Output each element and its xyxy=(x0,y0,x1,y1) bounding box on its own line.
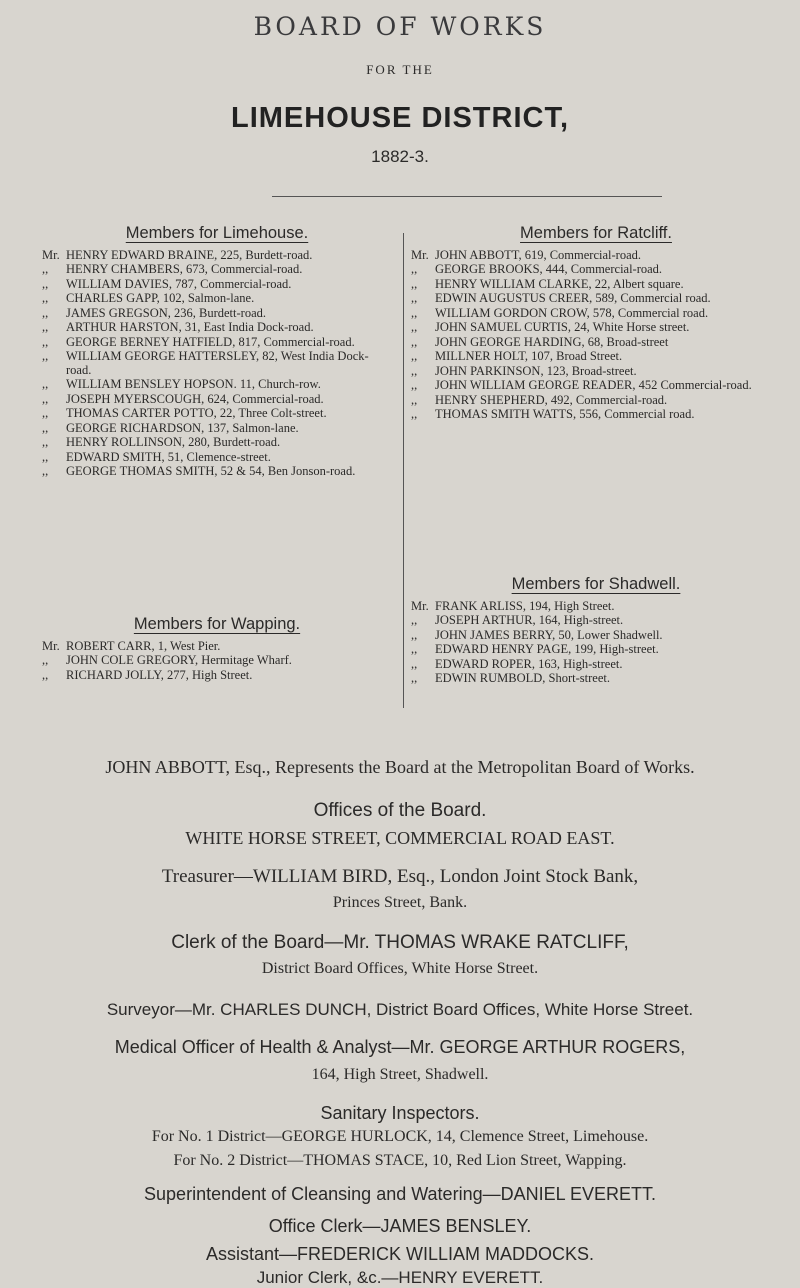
wapping-title: Members for Wapping. xyxy=(133,615,301,633)
member-name-address: JOSEPH ARTHUR, 164, High-street. xyxy=(435,613,624,627)
member-name-address: MILLNER HOLT, 107, Broad Street. xyxy=(435,349,623,363)
sanitary-line-1: For No. 1 District—GEORGE HURLOCK, 14, Clemence Street, Limehouse. xyxy=(151,1128,649,1145)
member-entry xyxy=(411,408,781,422)
treasurer-line: Treasurer—WILLIAM BIRD, Esq., London Joint Stock Bank, xyxy=(161,866,639,887)
member-name-address: THOMAS SMITH WATTS, 556, Commercial road. xyxy=(435,407,695,421)
member-entry xyxy=(42,278,392,292)
member-prefix: ,, xyxy=(411,613,418,627)
medical-line: Medical Officer of Health & Analyst—Mr. GEORGE ARTHUR ROGERS, xyxy=(114,1037,686,1057)
member-entry xyxy=(411,278,781,292)
board-heading: BOARD OF WORKS xyxy=(253,12,547,41)
member-entry xyxy=(411,321,781,335)
member-name-address: EDWARD ROPER, 163, High-street. xyxy=(435,656,623,671)
ratcliff-section xyxy=(411,224,781,423)
member-prefix: Mr. xyxy=(411,598,429,613)
member-name-address: CHARLES GAPP, 102, Salmon-lane. xyxy=(66,291,255,305)
member-prefix: ,, xyxy=(411,305,418,320)
junior-clerk-line: Junior Clerk, &c.—HENRY EVERETT. xyxy=(256,1268,544,1287)
member-name-address: WILLIAM DAVIES, 787, Commercial-road. xyxy=(66,276,292,291)
member-entry xyxy=(411,292,781,306)
member-entry xyxy=(411,672,781,686)
member-name-address: JOHN COLE GREGORY, Hermitage Wharf. xyxy=(66,653,292,667)
member-prefix: ,, xyxy=(411,671,418,685)
medical-address: 164, High Street, Shadwell. xyxy=(311,1066,489,1083)
wapping-section xyxy=(42,615,392,683)
member-name-address: JOHN ABBOTT, 619, Commercial-road. xyxy=(435,247,641,262)
member-entry xyxy=(411,263,781,277)
treasurer-address: Princes Street, Bank. xyxy=(332,894,468,911)
shadwell-section xyxy=(411,575,781,687)
sanitary-line-2: For No. 2 District—THOMAS STACE, 10, Red Lion Street, Wapping. xyxy=(173,1152,627,1169)
member-prefix: ,, xyxy=(42,349,49,363)
shadwell-title: Members for Shadwell. xyxy=(511,575,681,593)
member-name-address: EDWIN RUMBOLD, Short-street. xyxy=(435,671,610,685)
member-prefix: ,, xyxy=(411,349,418,363)
member-entry xyxy=(411,614,781,628)
member-entry xyxy=(42,436,392,450)
member-entry xyxy=(411,249,781,263)
member-prefix: ,, xyxy=(411,627,418,642)
member-name-address: JOHN SAMUEL CURTIS, 24, White Horse street. xyxy=(435,320,690,334)
year-line: 1882-3. xyxy=(371,147,429,166)
member-name-address: RICHARD JOLLY, 277, High Street. xyxy=(66,667,253,682)
member-prefix: ,, xyxy=(42,406,49,420)
member-prefix: Mr. xyxy=(411,247,429,262)
surveyor-line: Surveyor—Mr. CHARLES DUNCH, District Board Offices, White Horse Street. xyxy=(106,1000,694,1019)
member-name-address: GEORGE BERNEY HATFIELD, 817, Commercial-road. xyxy=(66,334,355,349)
member-prefix: ,, xyxy=(411,363,418,378)
member-entry xyxy=(42,307,392,321)
member-prefix: ,, xyxy=(411,276,418,291)
member-prefix: ,, xyxy=(42,291,49,305)
member-name-address: GEORGE BROOKS, 444, Commercial-road. xyxy=(435,262,663,276)
member-name-address: ROBERT CARR, 1, West Pier. xyxy=(66,638,221,653)
member-entry xyxy=(42,654,392,668)
member-name-address: WILLIAM GORDON CROW, 578, Commercial road. xyxy=(435,305,709,320)
member-entry xyxy=(42,378,392,392)
offices-title: Offices of the Board. xyxy=(313,800,487,821)
member-name-address: GEORGE RICHARDSON, 137, Salmon-lane. xyxy=(66,420,299,435)
member-prefix: ,, xyxy=(42,435,49,449)
member-name-address: ARTHUR HARSTON, 31, East India Dock-road. xyxy=(66,320,314,334)
member-entry xyxy=(42,263,392,277)
member-name-address: JAMES GREGSON, 236, Burdett-road. xyxy=(66,305,266,320)
member-entry xyxy=(42,640,392,654)
member-entry xyxy=(42,350,392,377)
member-entry xyxy=(42,669,392,683)
column-divider xyxy=(403,233,404,708)
member-name-address: EDWARD SMITH, 51, Clemence-street. xyxy=(66,449,271,464)
member-name-address: JOHN GEORGE HARDING, 68, Broad-street xyxy=(435,334,669,349)
member-prefix: ,, xyxy=(42,391,49,406)
member-prefix: ,, xyxy=(42,653,49,667)
member-name-address: THOMAS CARTER POTTO, 22, Three Colt-street. xyxy=(66,406,327,420)
member-prefix: ,, xyxy=(411,656,418,671)
for-the-line: FOR THE xyxy=(366,62,434,77)
member-prefix: ,, xyxy=(42,667,49,682)
member-prefix: ,, xyxy=(411,642,418,656)
shadwell-members xyxy=(411,600,781,686)
member-entry xyxy=(411,629,781,643)
member-entry xyxy=(42,451,392,465)
member-entry xyxy=(411,307,781,321)
member-entry xyxy=(411,350,781,364)
assistant-line: Assistant—FREDERICK WILLIAM MADDOCKS. xyxy=(205,1244,595,1264)
member-name-address: JOHN WILLIAM GEORGE READER, 452 Commercial-road. xyxy=(435,378,752,392)
member-entry xyxy=(42,292,392,306)
member-prefix: ,, xyxy=(411,334,418,349)
member-prefix: ,, xyxy=(411,407,418,421)
member-prefix: ,, xyxy=(42,320,49,334)
member-entry xyxy=(42,422,392,436)
member-prefix: ,, xyxy=(411,262,418,276)
member-prefix: ,, xyxy=(42,334,49,349)
wapping-members xyxy=(42,640,392,683)
represents-line: JOHN ABBOTT, Esq., Represents the Board at the Metropolitan Board of Works. xyxy=(105,757,695,777)
member-name-address: JOHN JAMES BERRY, 50, Lower Shadwell. xyxy=(435,627,663,642)
member-entry xyxy=(411,336,781,350)
member-entry xyxy=(42,407,392,421)
member-name-address: HENRY SHEPHERD, 492, Commercial-road. xyxy=(435,392,668,407)
superintendent-line: Superintendent of Cleansing and Watering—DANIEL EVERETT. xyxy=(144,1184,656,1204)
limehouse-title: Members for Limehouse. xyxy=(125,224,309,242)
member-prefix: ,, xyxy=(42,464,49,478)
limehouse-section xyxy=(42,224,392,480)
member-name-address: EDWIN AUGUSTUS CREER, 589, Commercial road. xyxy=(435,291,711,305)
offices-address: WHITE HORSE STREET, COMMERCIAL ROAD EAST. xyxy=(185,828,615,848)
member-name-address: EDWARD HENRY PAGE, 199, High-street. xyxy=(435,642,659,656)
member-name-address: JOHN PARKINSON, 123, Broad-street. xyxy=(435,363,637,378)
member-entry xyxy=(411,365,781,379)
member-prefix: Mr. xyxy=(42,247,60,262)
ratcliff-members xyxy=(411,249,781,422)
member-prefix: ,, xyxy=(42,262,49,276)
member-entry xyxy=(411,600,781,614)
sanitary-title: Sanitary Inspectors. xyxy=(320,1103,480,1123)
member-prefix: ,, xyxy=(42,276,49,291)
member-entry xyxy=(42,249,392,263)
member-entry xyxy=(42,465,392,479)
member-entry xyxy=(42,336,392,350)
member-entry xyxy=(411,643,781,657)
member-prefix: ,, xyxy=(42,305,49,320)
district-title: LIMEHOUSE DISTRICT, xyxy=(230,102,569,134)
clerk-address: District Board Offices, White Horse Street. xyxy=(261,960,539,977)
ratcliff-title: Members for Ratcliff. xyxy=(520,224,672,242)
member-name-address: HENRY ROLLINSON, 280, Burdett-road. xyxy=(66,435,281,449)
member-entry xyxy=(42,321,392,335)
member-prefix: ,, xyxy=(42,377,49,391)
member-entry xyxy=(411,658,781,672)
member-name-address: HENRY CHAMBERS, 673, Commercial-road. xyxy=(66,262,303,276)
member-name-address: HENRY EDWARD BRAINE, 225, Burdett-road. xyxy=(66,247,313,262)
clerk-line: Clerk of the Board—Mr. THOMAS WRAKE RATCLIFF, xyxy=(171,932,629,953)
member-entry xyxy=(411,394,781,408)
limehouse-members xyxy=(42,249,392,479)
member-prefix: ,, xyxy=(411,392,418,407)
member-prefix: Mr. xyxy=(42,638,60,653)
member-prefix: ,, xyxy=(411,320,418,334)
member-name-address: WILLIAM GEORGE HATTERSLEY, 82, West India Dock-road. xyxy=(66,349,369,377)
header-rule xyxy=(272,196,662,197)
member-name-address: GEORGE THOMAS SMITH, 52 & 54, Ben Jonson-road. xyxy=(66,464,356,478)
member-entry xyxy=(42,393,392,407)
member-name-address: HENRY WILLIAM CLARKE, 22, Albert square. xyxy=(435,276,684,291)
member-prefix: ,, xyxy=(411,291,418,305)
member-name-address: WILLIAM BENSLEY HOPSON. 11, Church-row. xyxy=(66,377,321,391)
member-name-address: JOSEPH MYERSCOUGH, 624, Commercial-road. xyxy=(66,391,324,406)
office-clerk-line: Office Clerk—JAMES BENSLEY. xyxy=(268,1216,532,1236)
member-name-address: FRANK ARLISS, 194, High Street. xyxy=(435,598,615,613)
member-prefix: ,, xyxy=(42,449,49,464)
member-prefix: ,, xyxy=(42,420,49,435)
member-entry xyxy=(411,379,781,393)
member-prefix: ,, xyxy=(411,378,418,392)
